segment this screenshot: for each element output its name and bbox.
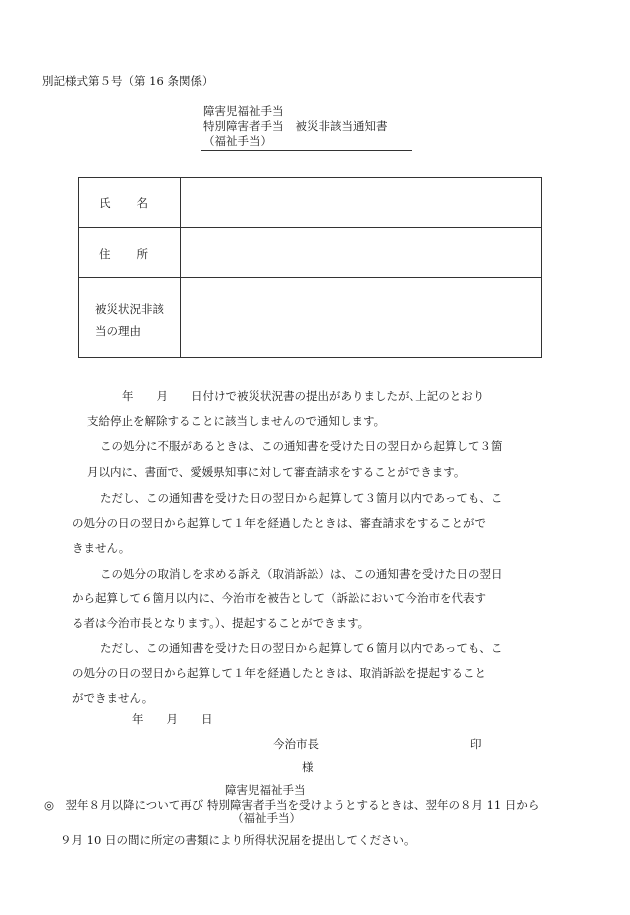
body-line: 月以内に、書面で、愛媛県知事に対して審査請求をすることができます。 <box>87 465 466 479</box>
reason-label: 被災状況非該当の理由 <box>95 302 164 338</box>
table-row-divider <box>79 227 541 228</box>
body-line: ができません。 <box>72 691 154 705</box>
body-line: から起算して６箇月以内に、今治市を被告として（訴訟において今治市を代表す <box>72 591 486 605</box>
body-line: この処分に不服があるときは、この通知書を受けた日の翌日から起算して３箇 <box>100 439 503 453</box>
honorific: 様 <box>302 760 314 774</box>
title-underline <box>201 150 412 151</box>
title-line-2-right: 被災非該当通知書 <box>295 119 388 133</box>
issuer-name: 今治市長 <box>273 737 319 751</box>
form-label: 別記様式第５号（第 16 条関係） <box>42 74 214 88</box>
seal-mark: 印 <box>470 737 482 751</box>
body-line: 年 月 日付けで被災状況書の提出がありましたが､上記のとおり <box>122 389 485 403</box>
note-allowance-line-3: （福祉手当） <box>232 811 301 825</box>
name-label: 氏名 <box>99 196 174 210</box>
body-line: 支給停止を解除することに該当しませんので通知します。 <box>87 414 386 428</box>
body-line: きません。 <box>72 541 131 555</box>
note-allowance-line-1: 障害児福祉手当 <box>225 783 306 797</box>
title-line-3: （福祉手当） <box>203 134 272 148</box>
title-line-2 <box>203 119 388 134</box>
body-line: ただし、この通知書を受けた日の翌日から起算して６箇月以内であっても、こ <box>100 641 503 655</box>
document-title <box>203 104 388 149</box>
title-line-1: 障害児福祉手当 <box>203 104 284 118</box>
note-last-text: ９月 10 日の間に所定の書類により所得状況届を提出してください。 <box>60 833 416 847</box>
body-line: ただし、この通知書を受けた日の翌日から起算して３箇月以内であっても、こ <box>100 491 503 505</box>
note-main-text: ◎ 翌年８月以降について再び 特別障害者手当を受けようとするときは、翌年の８月 11 日から <box>44 798 540 812</box>
body-line: この処分の取消しを求める訴え（取消訴訟）は、この通知書を受けた日の翌日 <box>100 567 503 581</box>
body-line: の処分の日の翌日から起算して１年を経過したときは、取消訴訟を提起すること <box>72 666 486 680</box>
table-column-divider <box>180 178 181 357</box>
body-line: る者は今治市長となります。）、提起することができます。 <box>72 616 370 630</box>
table-row-divider <box>79 277 541 278</box>
body-line: の処分の日の翌日から起算して１年を経過したときは、審査請求をすることがで <box>72 516 486 530</box>
recipient-info-table <box>78 177 542 358</box>
title-line-2-left: 特別障害者手当 <box>203 119 284 133</box>
address-label: 住所 <box>99 247 174 261</box>
issue-date: 年 月 日 <box>132 712 213 726</box>
